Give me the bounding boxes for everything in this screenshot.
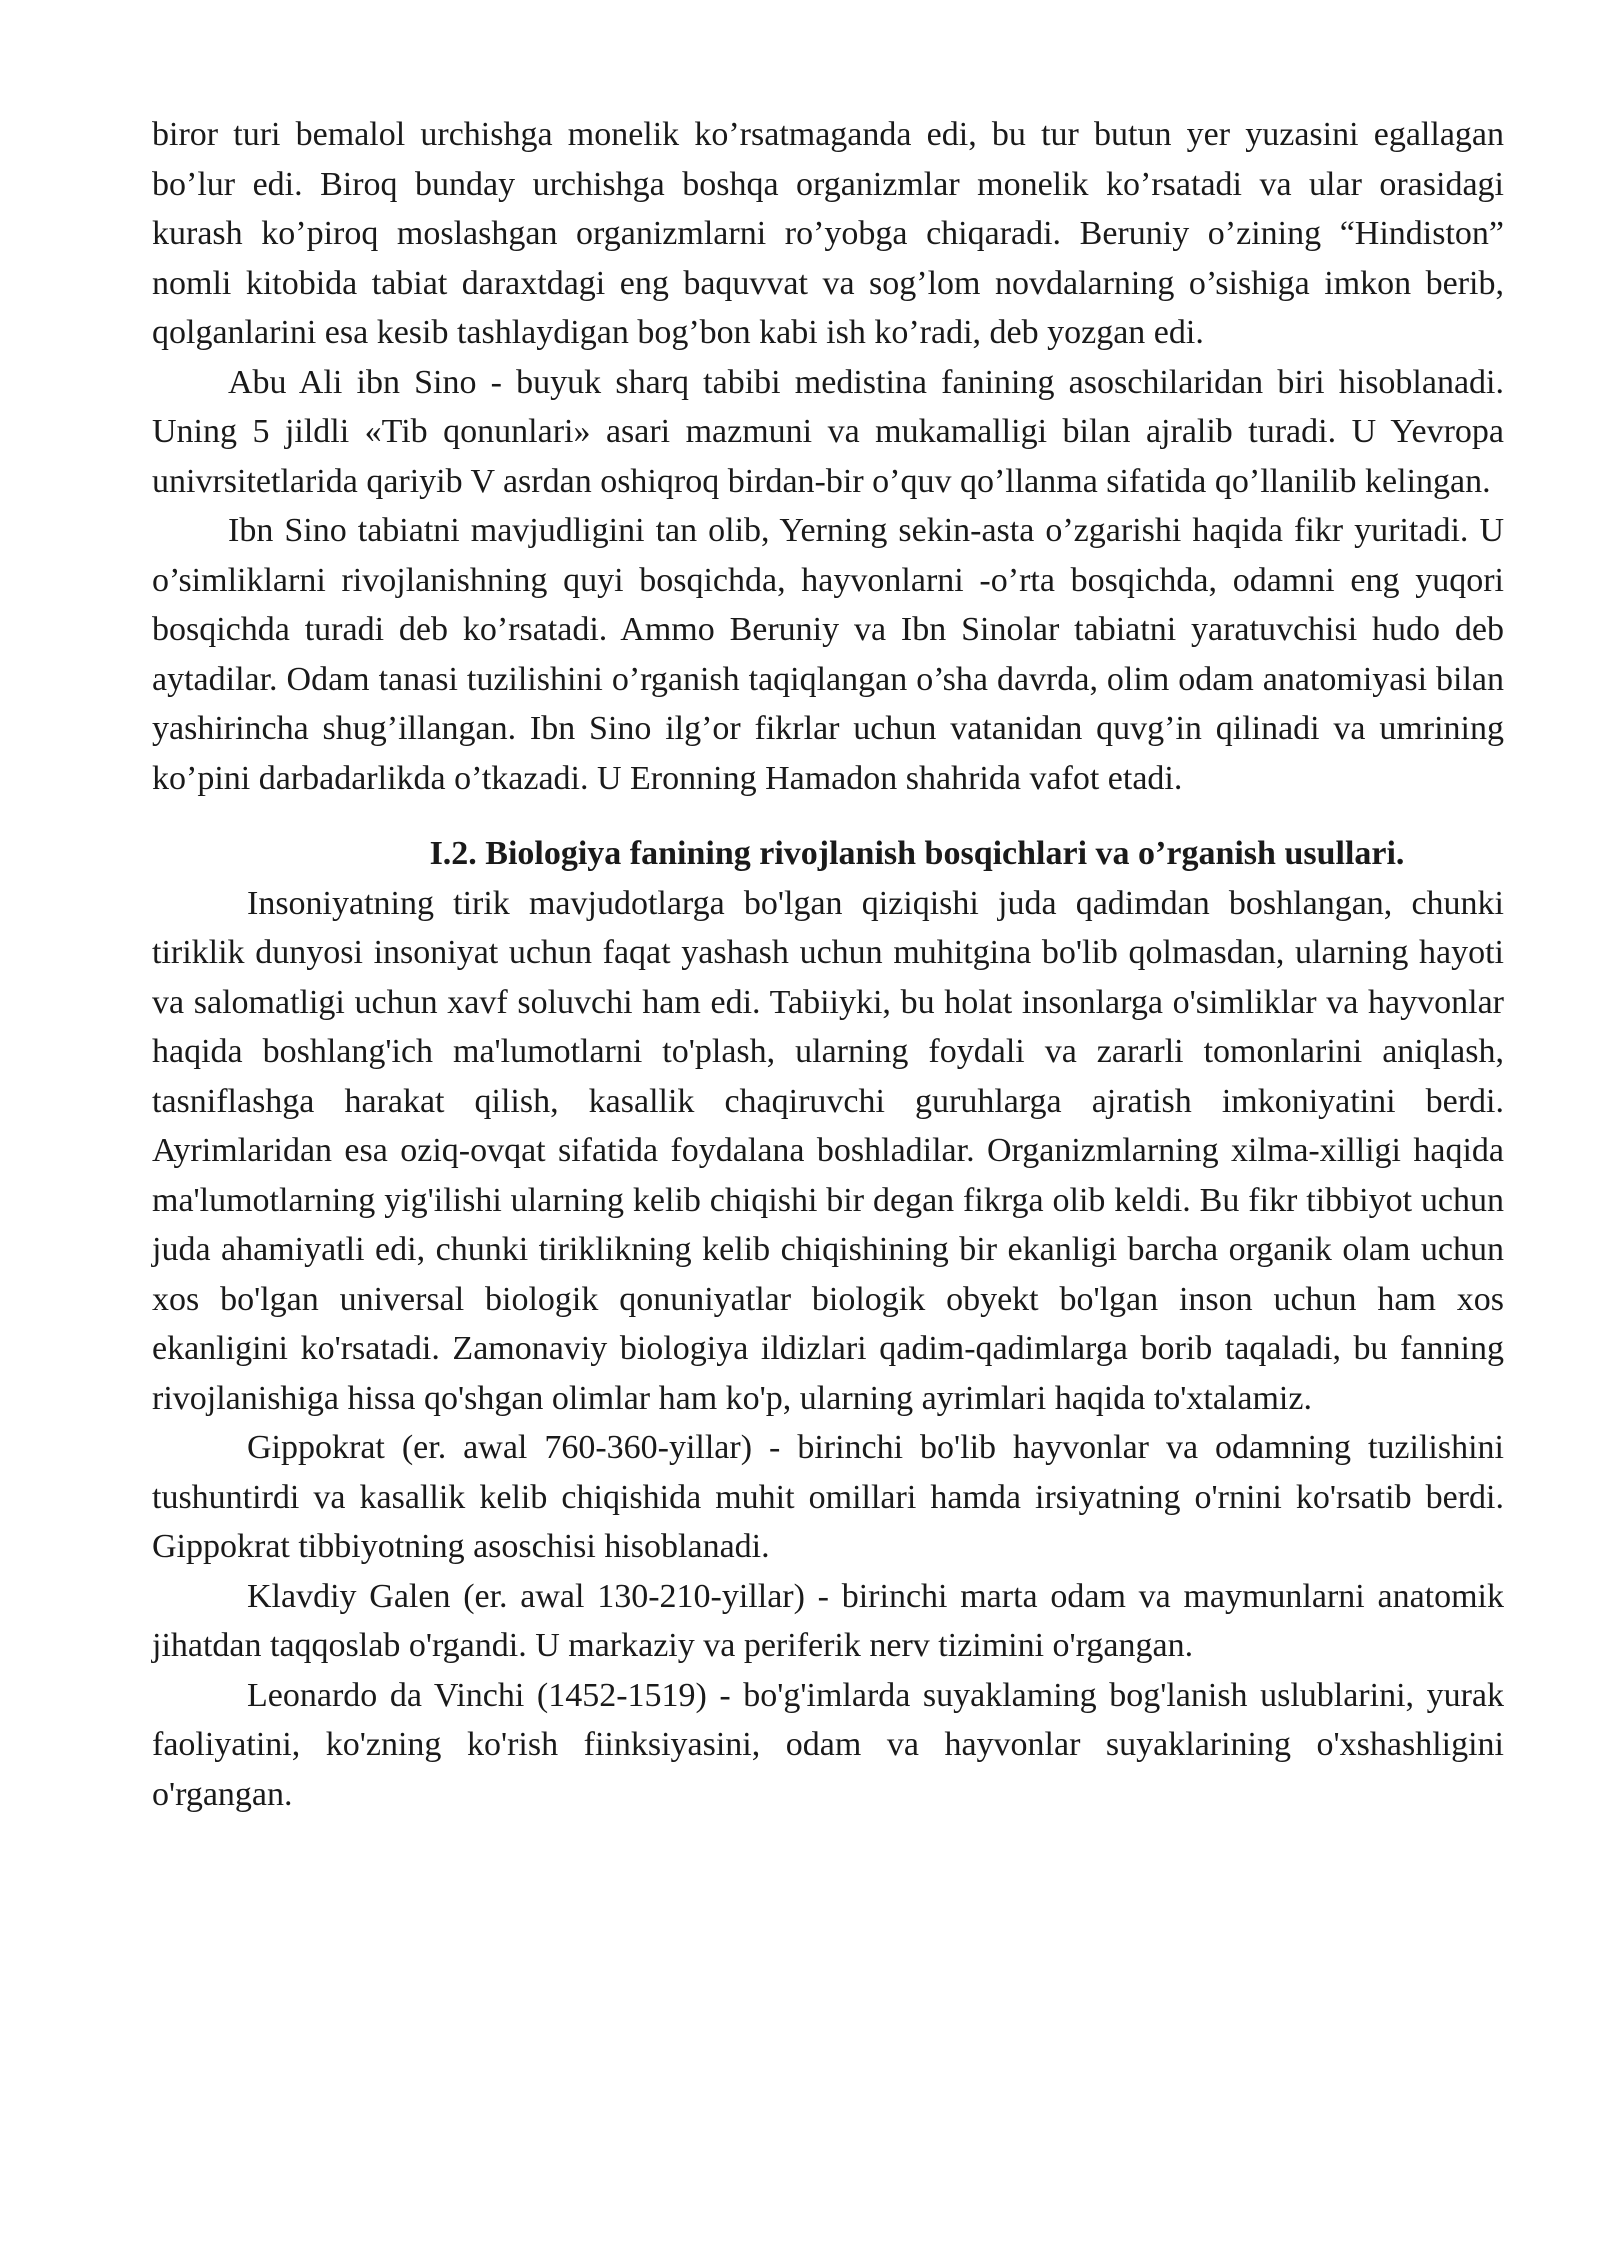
paragraph-ibn-sino-intro: Abu Ali ibn Sino - buyuk sharq tabibi medistina fanining asoschilaridan biri hisoblanadi. Uning 5 jildli «Tib qonunlari» asari mazmuni va mukamalligi bilan ajralib turadi. U Yevropa univrsitetlarida qariyib V asrdan oshiqroq birdan-bir o’quv qo’llanma sifatida qo’llanilib kelingan. xyxy=(152,363,1504,500)
paragraph-leonardo: Leonardo da Vinchi (1452-1519) - bo'g'imlarda suyaklaming bog'lanish uslublarini, yurak faoliyatini, ko'zning ko'rish fiinksiyasini, odam va hayvonlar suyaklarining o'xshashligini o'rgangan. xyxy=(152,1676,1504,1813)
paragraph-urchish: biror turi bemalol urchishga monelik ko’rsatmaganda edi, bu tur butun yer yuzasini egallagan bo’lur edi. Biroq bunday urchishga boshqa organizmlar monelik ko’rsatadi va ular orasidagi kurash ko’piroq moslashgan organizmlarni ro’yobga chiqaradi. Beruniy o’zining “Hindiston” nomli kitobida tabiat daraxtdagi eng baquvvat va sog’lom novdalarning o’sishiga imkon berib, qolganlarini esa kesib tashlaydigan bog’bon kabi ish ko’radi, deb yozgan edi. xyxy=(152,116,1504,351)
paragraph-gippokrat: Gippokrat (er. awal 760-360-yillar) - birinchi bo'lib hayvonlar va odamning tuzilishini tushuntirdi va kasallik kelib chiqishida muhit omillari hamda irsiyatning o'rnini ko'rsatib berdi. Gippokrat tibbiyotning asoschisi hisoblanadi. xyxy=(152,1429,1504,1565)
paragraph-ibn-sino-views: Ibn Sino tabiatni mavjudligini tan olib, Yerning sekin-asta o’zgarishi haqida fikr yuritadi. U o’simliklarni rivojlanishning quyi bosqichda, hayvonlarni -o’rta bosqichda, odamni eng yuqori bosqichda turadi deb ko’rsatadi. Ammo Beruniy va Ibn Sinolar tabiatni yaratuvchisi hudo deb aytadilar. Odam tanasi tuzilishini o’rganish taqiqlangan o’sha davrda, olim odam anatomiyasi bilan yashirincha shug’illangan. Ibn Sino ilg’or fikrlar uchun vatanidan quvg’in qilinadi va umrining ko’pini darbadarlikda o’tkazadi. U Eronning Hamadon shahrida vafot etadi. xyxy=(152,512,1504,797)
document-page xyxy=(152,110,1504,1819)
section-heading: I.2. Biologiya fanining rivojlanish bosqichlari va o’rganish usullari. xyxy=(429,835,1405,872)
paragraph-galen: Klavdiy Galen (er. awal 130-210-yillar) - birinchi marta odam va maymunlarni anatomik jihatdan taqqoslab o'rgandi. U markaziy va periferik nerv tizimini o'rgangan. xyxy=(152,1577,1504,1664)
paragraph-biology-history: Insoniyatning tirik mavjudotlarga bo'lgan qiziqishi juda qadimdan boshlangan, chunki tiriklik dunyosi insoniyat uchun faqat yashash uchun muhitgina bo'lib qolmasdan, ularning hayoti va salomatligi uchun xavf soluvchi ham edi. Tabiiyki, bu holat insonlarga o'simliklar va hayvonlar haqida boshlang'ich ma'lumotlarni to'plash, ularning foydali va zararli tomonlarini aniqlash, tasniflashga harakat qilish, kasallik chaqiruvchi guruhlarga ajratish imkoniyatini berdi. Ayrimlaridan esa oziq-ovqat sifatida foydalana boshladilar. Organizmlarning xilma-xilligi haqida ma'lumotlarning yig'ilishi ularning kelib chiqishi bir degan fikrga olib keldi. Bu fikr tibbiyot uchun juda ahamiyatli edi, chunki tiriklikning kelib chiqishining bir ekanligi barcha organik olam uchun xos bo'lgan universal biologik qonuniyatlar biologik obyekt bo'lgan inson uchun ham xos ekanligini ko'rsatadi. Zamonaviy biologiya ildizlari qadim-qadimlarga borib taqaladi, bu fanning rivojlanishiga hissa qo'shgan olimlar ham ko'p, ularning ayrimlari haqida to'xtalamiz. xyxy=(152,884,1504,1417)
